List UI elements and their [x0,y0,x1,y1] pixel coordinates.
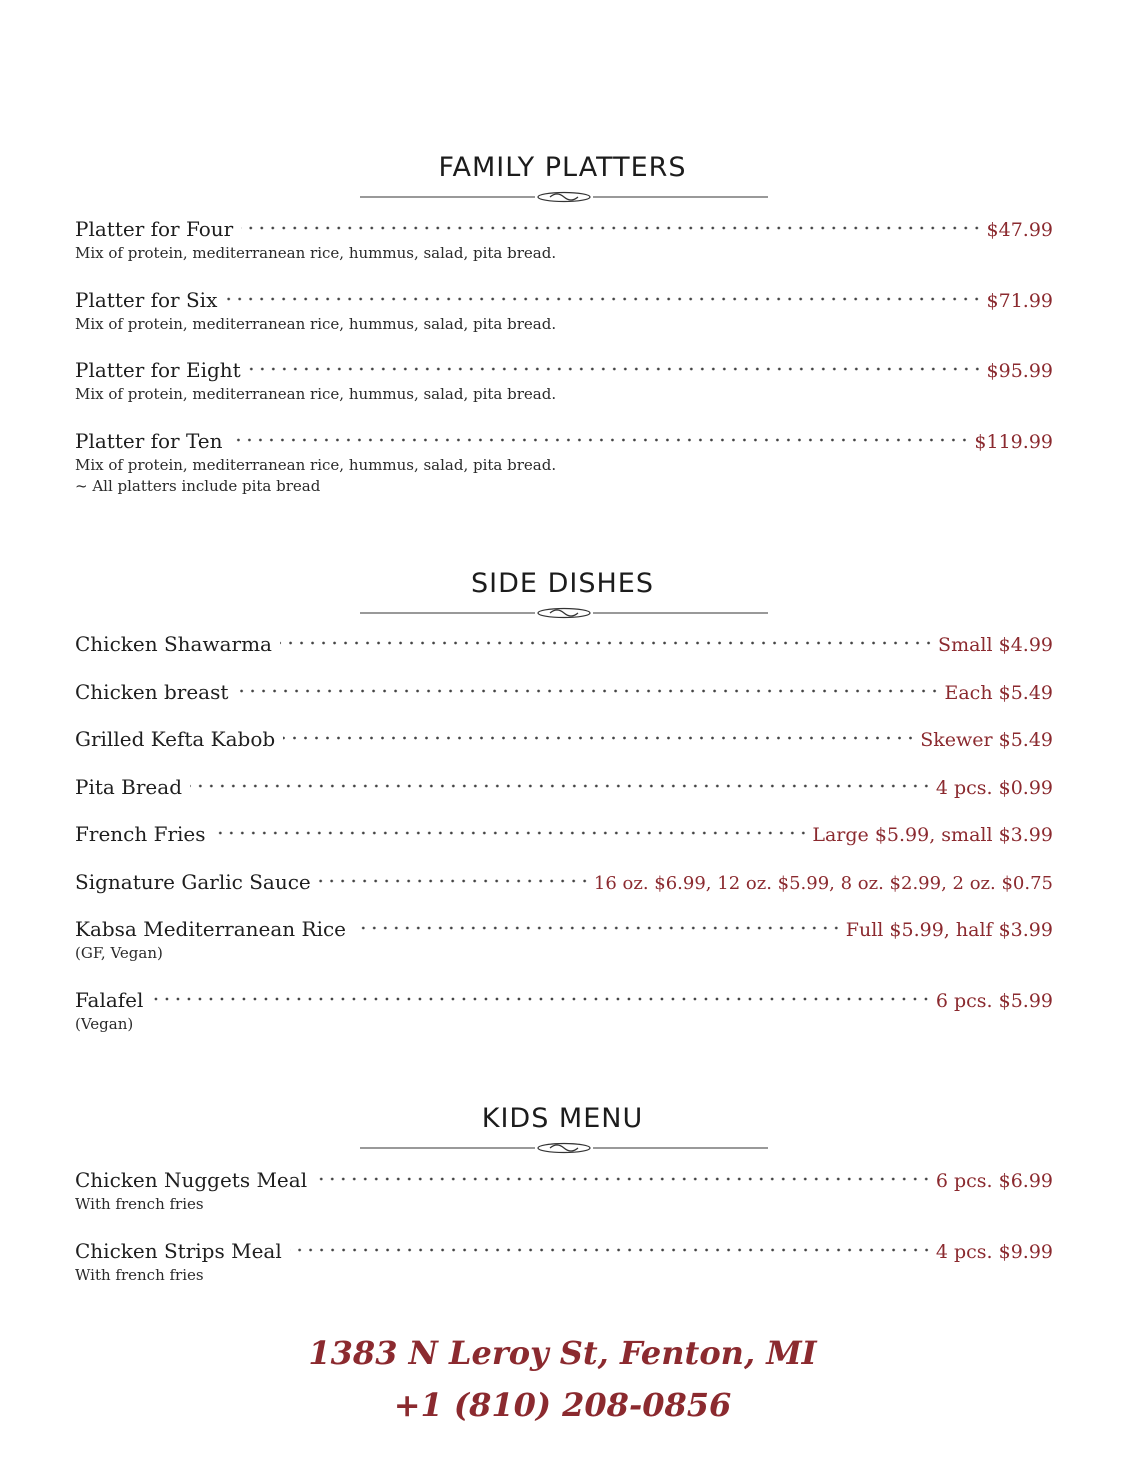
menu-item [75,679,1053,704]
item-price: 6 pcs. $6.99 [935,1170,1053,1192]
item-price: Full $5.99, half $3.99 [845,919,1053,941]
item-description: With french fries [75,1266,204,1284]
item-name: Platter for Six [75,288,218,312]
leader-dots [283,728,916,748]
item-description: (Vegan) [75,1015,134,1033]
leader-dots [319,871,590,891]
menu-item [75,631,1053,656]
item-name: Pita Bread [75,775,182,799]
leader-dots [290,1240,932,1260]
item-name: Signature Garlic Sauce [75,870,311,894]
item-name: Grilled Kefta Kabob [75,727,276,751]
item-description: Mix of protein, mediterranean rice, hummus, salad, pita bread. [75,315,557,333]
menu-item [75,1167,1053,1213]
item-price: 4 pcs. $0.99 [935,777,1053,799]
item-price: $47.99 [986,219,1053,241]
item-price: 6 pcs. $5.99 [935,990,1053,1012]
platter-note: ~ All platters include pita bread [75,477,321,495]
item-name: French Fries [75,822,206,846]
leader-dots [151,989,931,1009]
item-name: Falafel [75,988,144,1012]
item-price: Small $4.99 [938,634,1053,656]
leader-dots [280,633,934,653]
item-description: Mix of protein, mediterranean rice, hummus, salad, pita bread. [75,244,557,262]
leader-dots [354,918,842,938]
leader-dots [225,289,982,309]
leader-dots [249,359,983,379]
ornament-divider-icon [360,607,768,619]
item-name: Platter for Eight [75,358,241,382]
item-name: Chicken Shawarma [75,632,272,656]
ornament-divider-icon [360,191,768,203]
leader-dots [214,823,809,843]
menu-item [75,774,1053,799]
item-description: (GF, Vegan) [75,944,163,962]
menu-item [75,987,1053,1033]
item-description: Mix of protein, mediterranean rice, hummus, salad, pita bread. [75,456,557,474]
item-name: Chicken Strips Meal [75,1239,282,1263]
item-price: $119.99 [974,431,1053,453]
leader-dots [190,776,932,796]
item-price: $71.99 [986,290,1053,312]
item-price: Each $5.49 [944,682,1053,704]
item-name: Platter for Ten [75,429,223,453]
item-name: Kabsa Mediterranean Rice [75,917,347,941]
menu-item [75,869,1053,894]
leader-dots [315,1169,932,1189]
item-description: Mix of protein, mediterranean rice, hummus, salad, pita bread. [75,385,557,403]
menu-item [75,216,1053,262]
menu-item [75,1238,1053,1284]
ornament-divider-icon [360,1142,768,1154]
menu-item [75,821,1053,846]
section-heading-family-platters: FAMILY PLATTERS [438,152,687,183]
item-price: 4 pcs. $9.99 [935,1241,1053,1263]
item-name: Chicken Nuggets Meal [75,1168,308,1192]
restaurant-address: 1383 N Leroy St, Fenton, MI [308,1334,817,1372]
item-price: Large $5.99, small $3.99 [812,824,1053,846]
item-name: Platter for Four [75,217,234,241]
leader-dots [236,681,940,701]
section-heading-kids-menu: KIDS MENU [481,1103,644,1134]
menu-item [75,428,1053,495]
leader-dots [230,430,970,450]
restaurant-phone[interactable]: +1 (810) 208-0856 [393,1386,732,1424]
menu-item [75,357,1053,403]
menu-item [75,287,1053,333]
item-description: With french fries [75,1195,204,1213]
item-price: $95.99 [986,360,1053,382]
item-price: 16 oz. $6.99, 12 oz. $5.99, 8 oz. $2.99, 2 oz. $0.75 [593,873,1053,894]
menu-item [75,916,1053,962]
section-heading-side-dishes: SIDE DISHES [471,568,654,599]
menu-item [75,726,1053,751]
item-price: Skewer $5.49 [920,729,1053,751]
item-name: Chicken breast [75,680,229,704]
leader-dots [241,218,982,238]
